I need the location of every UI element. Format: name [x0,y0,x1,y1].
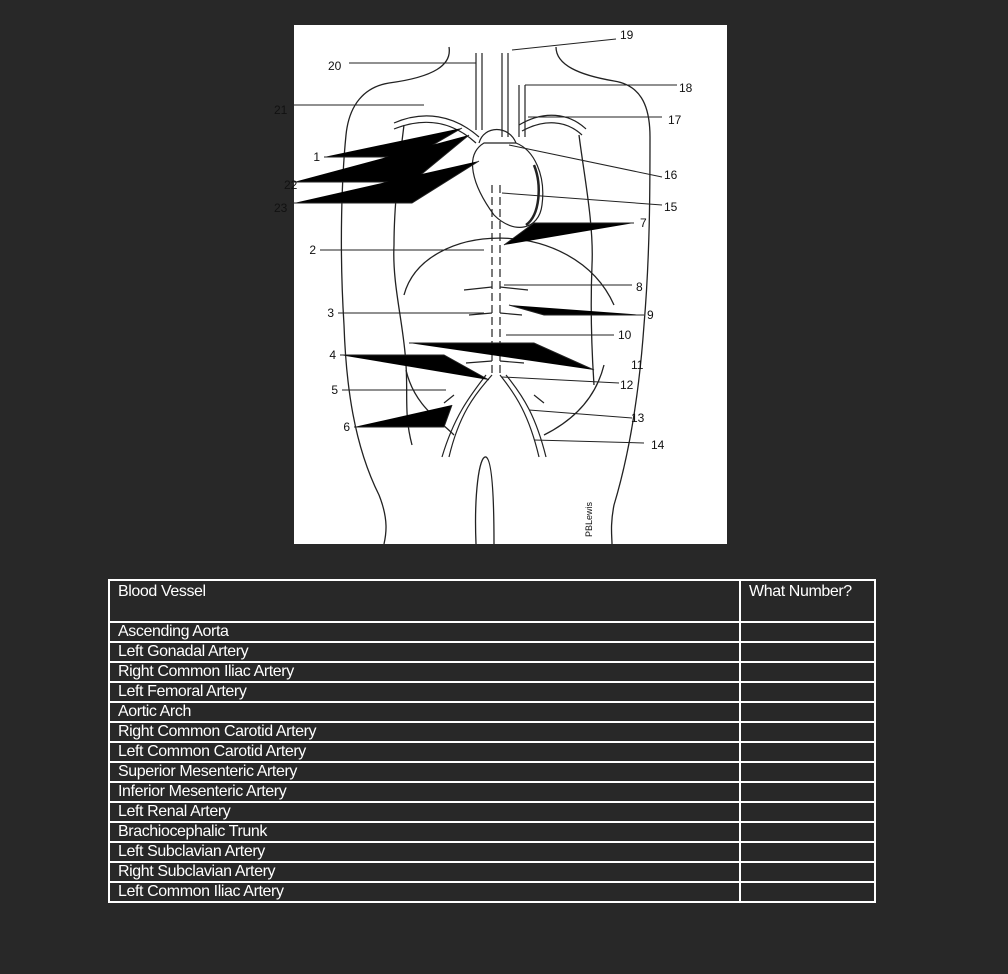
label-7: 7 [640,216,647,230]
vessel-name-cell: Left Femoral Artery [109,682,740,702]
right-iliac-vessel [442,375,492,457]
label-13: 13 [631,411,645,425]
table-row [109,742,875,762]
leader-4 [340,355,489,380]
label-20: 20 [328,59,342,73]
vessel-name-cell: Left Common Carotid Artery [109,742,740,762]
table-row [109,802,875,822]
label-10: 10 [618,328,632,342]
figure-labels [309,28,692,537]
left-subclavian-vessel [519,85,525,137]
table-row [109,762,875,782]
table-row [109,642,875,662]
label-2: 2 [309,243,316,257]
table-row [109,822,875,842]
leader-13 [529,410,632,418]
internal-iliac-stubs [444,395,544,403]
vessel-name-cell: Left Gonadal Artery [109,642,740,662]
label-22: 22 [284,178,298,192]
number-answer-cell[interactable] [740,882,875,902]
label-5: 5 [331,383,338,397]
left-subclavian-arm [519,115,586,135]
vessel-name-cell: Brachiocephalic Trunk [109,822,740,842]
artery-diagram [274,25,727,544]
table-row [109,722,875,742]
table-row [109,702,875,722]
label-6: 6 [343,420,350,434]
table-row [109,862,875,882]
label-8: 8 [636,280,643,294]
leader-19 [512,39,616,50]
table-body [109,622,875,902]
number-answer-cell[interactable] [740,762,875,782]
number-answer-cell[interactable] [740,702,875,722]
table-row [109,882,875,902]
label-4: 4 [329,348,336,362]
label-14: 14 [651,438,665,452]
body-outline-left [341,47,449,544]
header-what-number: What Number? [740,580,875,622]
number-answer-cell[interactable] [740,642,875,662]
number-answer-cell[interactable] [740,782,875,802]
label-12: 12 [620,378,634,392]
number-answer-cell[interactable] [740,682,875,702]
label-signature: PBLewis [584,501,594,537]
vessel-name-cell: Left Renal Artery [109,802,740,822]
leader-12 [502,377,619,383]
body-outline-right [556,47,650,544]
number-answer-cell[interactable] [740,722,875,742]
label-3: 3 [327,306,334,320]
label-19: 19 [620,28,634,42]
vessel-name-cell: Right Common Carotid Artery [109,722,740,742]
label-16: 16 [664,168,678,182]
leader-14 [534,440,644,443]
number-answer-cell[interactable] [740,742,875,762]
diaphragm-curve [404,238,614,305]
left-carotid-vessel [502,53,508,137]
label-17: 17 [668,113,682,127]
table-row [109,842,875,862]
right-carotid-vessel [476,53,482,130]
vessel-name-cell: Left Common Iliac Artery [109,882,740,902]
table-row [109,662,875,682]
pelvis-right [544,365,604,435]
heart-shape [473,143,543,227]
vessel-name-cell: Aortic Arch [109,702,740,722]
vessel-name-cell: Left Subclavian Artery [109,842,740,862]
label-21: 21 [274,103,288,117]
number-answer-cell[interactable] [740,622,875,642]
leader-9 [509,305,644,315]
leg-inner [476,457,494,544]
table-header-row [109,580,875,622]
table-row [109,782,875,802]
vessel-name-cell: Superior Mesenteric Artery [109,762,740,782]
label-11: 11 [631,358,644,372]
vessel-table [108,579,876,903]
aortic-arch-vessel [479,130,516,144]
torso-inner-right [579,135,594,385]
label-23: 23 [274,201,288,215]
table-row [109,622,875,642]
leader-6 [354,405,452,427]
label-1: 1 [313,150,320,164]
vessel-name-cell: Ascending Aorta [109,622,740,642]
vessel-name-cell: Inferior Mesenteric Artery [109,782,740,802]
table-row [109,682,875,702]
label-9: 9 [647,308,654,322]
number-answer-cell[interactable] [740,842,875,862]
number-answer-cell[interactable] [740,802,875,822]
label-18: 18 [679,81,693,95]
number-answer-cell[interactable] [740,862,875,882]
artery-diagram-svg [294,25,727,544]
vessel-name-cell: Right Subclavian Artery [109,862,740,882]
renal-branches [464,287,528,315]
number-answer-cell[interactable] [740,822,875,842]
vessel-name-cell: Right Common Iliac Artery [109,662,740,682]
number-answer-cell[interactable] [740,662,875,682]
label-15: 15 [664,200,678,214]
header-blood-vessel: Blood Vessel [109,580,740,622]
left-iliac-vessel [500,375,546,457]
